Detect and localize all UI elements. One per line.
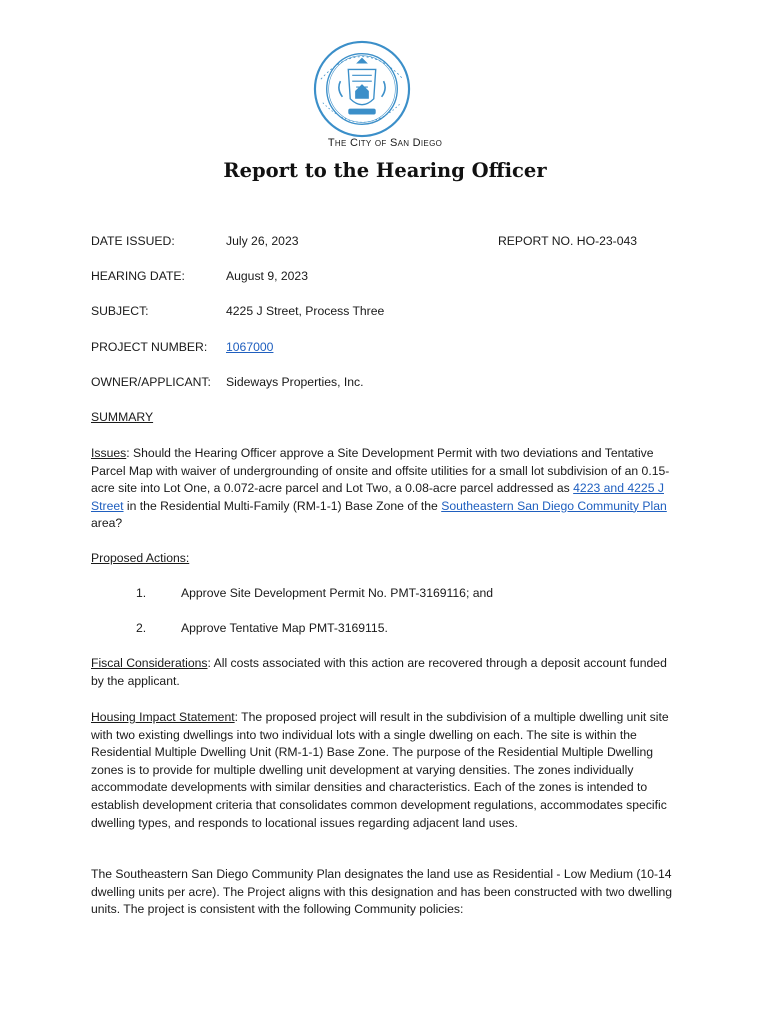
subject-value: 4225 J Street, Process Three (226, 304, 385, 318)
city-seal-logo (313, 40, 411, 138)
housing-label: Housing Impact Statement (91, 710, 235, 724)
proposed-actions-label: Proposed Actions: (91, 551, 190, 565)
owner-value: Sideways Properties, Inc. (226, 375, 364, 389)
project-number-label: PROJECT NUMBER: (91, 340, 208, 354)
action-text: Approve Tentative Map PMT-3169115. (181, 621, 388, 635)
community-plan-link[interactable]: Southeastern San Diego Community Plan (441, 498, 667, 513)
city-name: The City of San Diego (327, 137, 443, 149)
owner-label: OWNER/APPLICANT: (91, 375, 211, 389)
housing-text: : The proposed project will result in the subdivision of a multiple dwelling unit site with two existing dwellings into two individual lots with a single dwelling on each. The site is within the Residential Multiple Dwelling Unit (RM-1-1) Base Zone. The purpose of the Residential Multiple Dwelling zones is to provide for multiple dwelling unit development at varying densities. The zones individually accommodate developments with similar densities and characteristics. Each of the zones is intended to establish development criteria that consolidates common development regulations, accommodates specific dwelling types, and responds to locational issues regarding adjacent land uses. (91, 710, 669, 830)
report-number: REPORT NO. HO-23-043 (498, 234, 638, 248)
issues-text-2: in the Residential Multi-Family (RM-1-1) Base Zone of the (123, 498, 442, 513)
address-link[interactable]: 4223 and 4225 J Street (91, 481, 664, 513)
issues-paragraph (91, 445, 683, 533)
summary-heading: SUMMARY (91, 410, 154, 424)
project-number-link[interactable]: 1067000 (226, 340, 274, 354)
hearing-date-label: HEARING DATE: (91, 269, 185, 283)
action-number: 2. (136, 621, 147, 635)
subject-label: SUBJECT: (91, 304, 149, 318)
fiscal-paragraph (91, 655, 683, 690)
action-number: 1. (136, 586, 147, 600)
issues-text-3: area? (91, 516, 123, 531)
report-title: Report to the Hearing Officer (223, 159, 547, 182)
date-issued-value: July 26, 2023 (226, 234, 299, 248)
fiscal-text: : All costs associated with this action are recovered through a deposit account funded by the applicant. (91, 656, 667, 688)
community-paragraph: The Southeastern San Diego Community Plan designates the land use as Residential - Low Medium (10-14 dwelling units per acre). The Project aligns with this designation and has been constructed with two dwelling units. The project is consistent with the following Community policies: (91, 867, 673, 917)
issues-label: Issues (91, 446, 127, 460)
housing-paragraph (91, 709, 683, 832)
fiscal-label: Fiscal Considerations (91, 656, 208, 670)
hearing-date-value: August 9, 2023 (226, 269, 308, 283)
date-issued-label: DATE ISSUED: (91, 234, 175, 248)
issues-text-1: : Should the Hearing Officer approve a Site Development Permit with two deviations and Tentative Parcel Map with waiver of undergrounding of onsite and offsite utilities for a small lot subdivision of an 0.15-acre site into Lot One, a 0.072-acre parcel and Lot Two, a 0.08-acre parcel addressed as (91, 446, 670, 496)
action-text: Approve Site Development Permit No. PMT-3169116; and (181, 586, 494, 600)
